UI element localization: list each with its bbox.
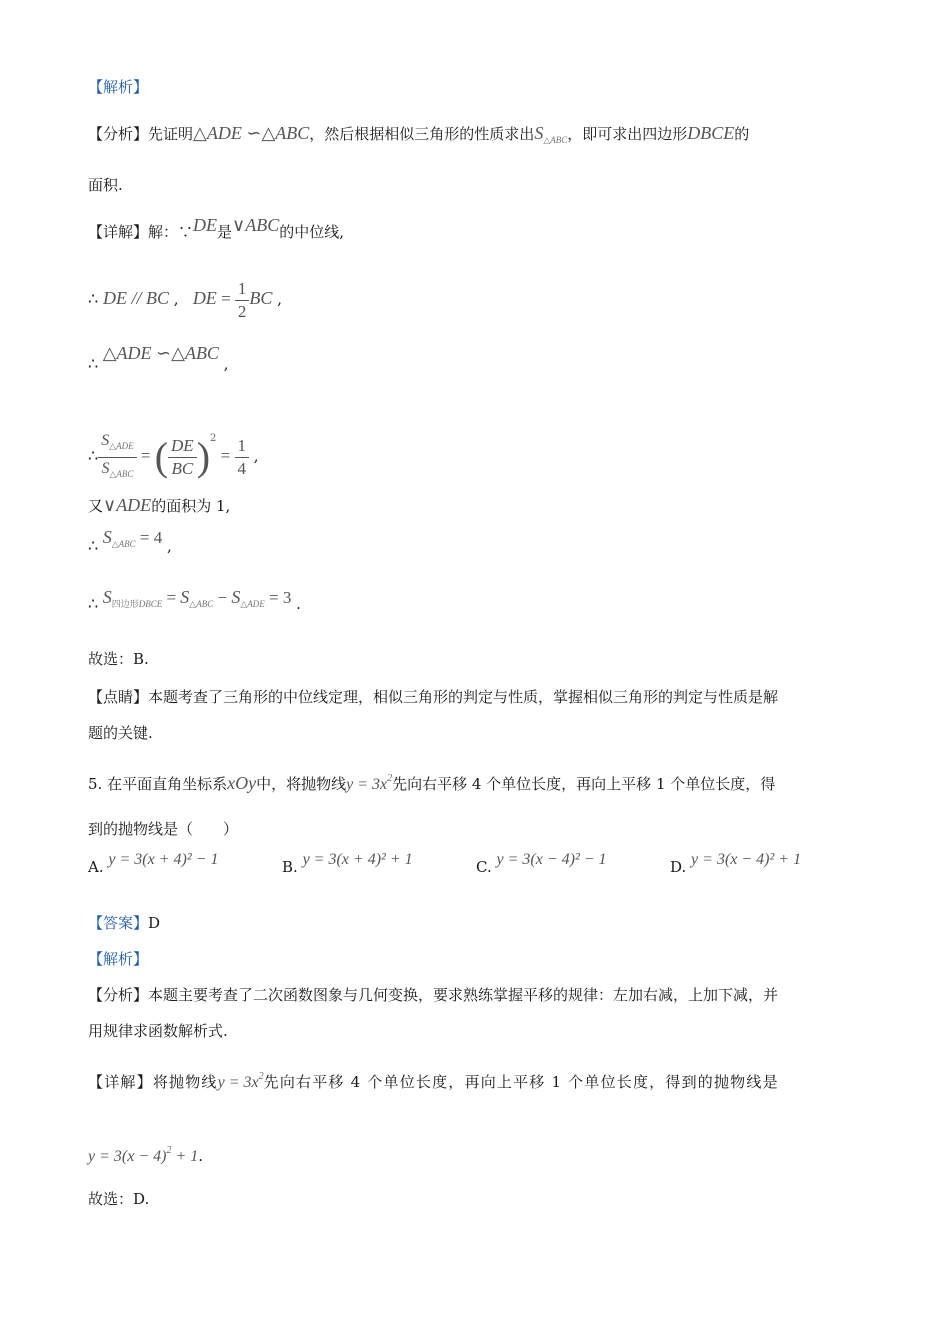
q5-xiangjie-tag: 【详解】 (88, 1073, 153, 1091)
step-similar: ∴ △ADE ∽△ABC , (88, 343, 229, 373)
guxuan-2: 故选：D. (88, 1190, 150, 1208)
step-ratio: ∴ $\frac{S_{\triangle ADE}}{S_{\triangle ABC}}$ = ( $\frac{DE}{BC}$ )$^2$ = $\frac{1}{4}$ , (88, 431, 259, 479)
q5-fenxi-line-2: 用规律求函数解析式. (88, 1022, 228, 1040)
q5-fenxi-line-1: 【分析】本题主要考查了二次函数图象与几何变换，要求熟练掌握平移的规律：左加右减，上加下减，并 (88, 986, 779, 1004)
answer-value: D (148, 914, 161, 932)
fenxi-tag: 【分析】 (88, 125, 149, 143)
xiangjie-line: 【详解】解：∵DE是∨ABC的中位线, (88, 215, 344, 241)
guxuan-1: 故选：B. (88, 650, 149, 668)
q5-jiexi-heading: 【解析】 (88, 950, 149, 968)
fenxi-line-1: 【分析】先证明△ADE ∽△ABC，然后根据相似三角形的性质求出$S_{\triangle ABC}$，即可求出四边形DBCE的 (88, 123, 750, 145)
option-c[interactable]: C. y = 3(x − 4)² − 1 (476, 851, 607, 876)
option-a[interactable]: A. y = 3(x + 4)² − 1 (88, 851, 219, 876)
option-d[interactable]: D. y = 3(x − 4)² + 1 (670, 851, 802, 876)
q5-fenxi-tag: 【分析】 (88, 986, 149, 1004)
option-b[interactable]: B. y = 3(x + 4)² + 1 (282, 851, 413, 876)
you-line: 又∨ADE的面积为 1, (88, 495, 231, 515)
daan-tag: 【答案】 (88, 914, 149, 932)
q5-stem-line-1: 5. 在平面直角坐标系xOy中，将抛物线$y = 3x^2$先向右平移 4 个单位长度，再向上平移 1 个单位长度，得 (88, 773, 776, 793)
dianjing-line-1: 【点睛】本题考查了三角形的中位线定理，相似三角形的判定与性质，掌握相似三角形的判定与性质是解 (88, 688, 779, 706)
step-parallel: ∴ DE // BC , DE = $\frac{1}{2}$ BC , (88, 278, 282, 321)
math-xoy: xOy (227, 773, 257, 793)
xiangjie-tag: 【详解】 (88, 223, 149, 241)
math-s-abc: $S_{\triangle ABC}$ (534, 123, 568, 145)
option-d-expr: y = 3(x − 4)² + 1 (691, 851, 802, 868)
step-s-dbce: ∴ $S_{四边形DBCE} = S_{\triangle ABC} - S_{\triangle ADE} = 3$ . (88, 587, 301, 613)
jiexi-heading: 【解析】 (88, 78, 149, 96)
option-b-expr: y = 3(x + 4)² + 1 (302, 851, 413, 868)
option-a-expr: y = 3(x + 4)² − 1 (108, 851, 219, 868)
dianjing-line-2: 题的关键. (88, 724, 153, 742)
fenxi-line-2: 面积. (88, 176, 123, 194)
dianjing-tag: 【点睛】 (88, 688, 149, 706)
math-dbce: DBCE (687, 123, 735, 143)
math-sim-ade-abc: △ADE ∽△ABC (193, 123, 310, 143)
q5-result-line: $y = 3(x - 4)^2 + 1$. (88, 1145, 204, 1165)
step-s-abc: ∴ $S_{\triangle ABC} = 4$ , (88, 527, 172, 555)
daan-line (88, 912, 160, 934)
q5-stem-line-2: 到的抛物线是（ ） (88, 820, 239, 838)
q5-xiangjie-line: 【详解】将抛物线$y = 3x^2$先向右平移 4 个单位长度，再向上平移 1 个单位长度，得到的抛物线是 (88, 1071, 779, 1091)
option-c-expr: y = 3(x − 4)² − 1 (496, 851, 607, 868)
